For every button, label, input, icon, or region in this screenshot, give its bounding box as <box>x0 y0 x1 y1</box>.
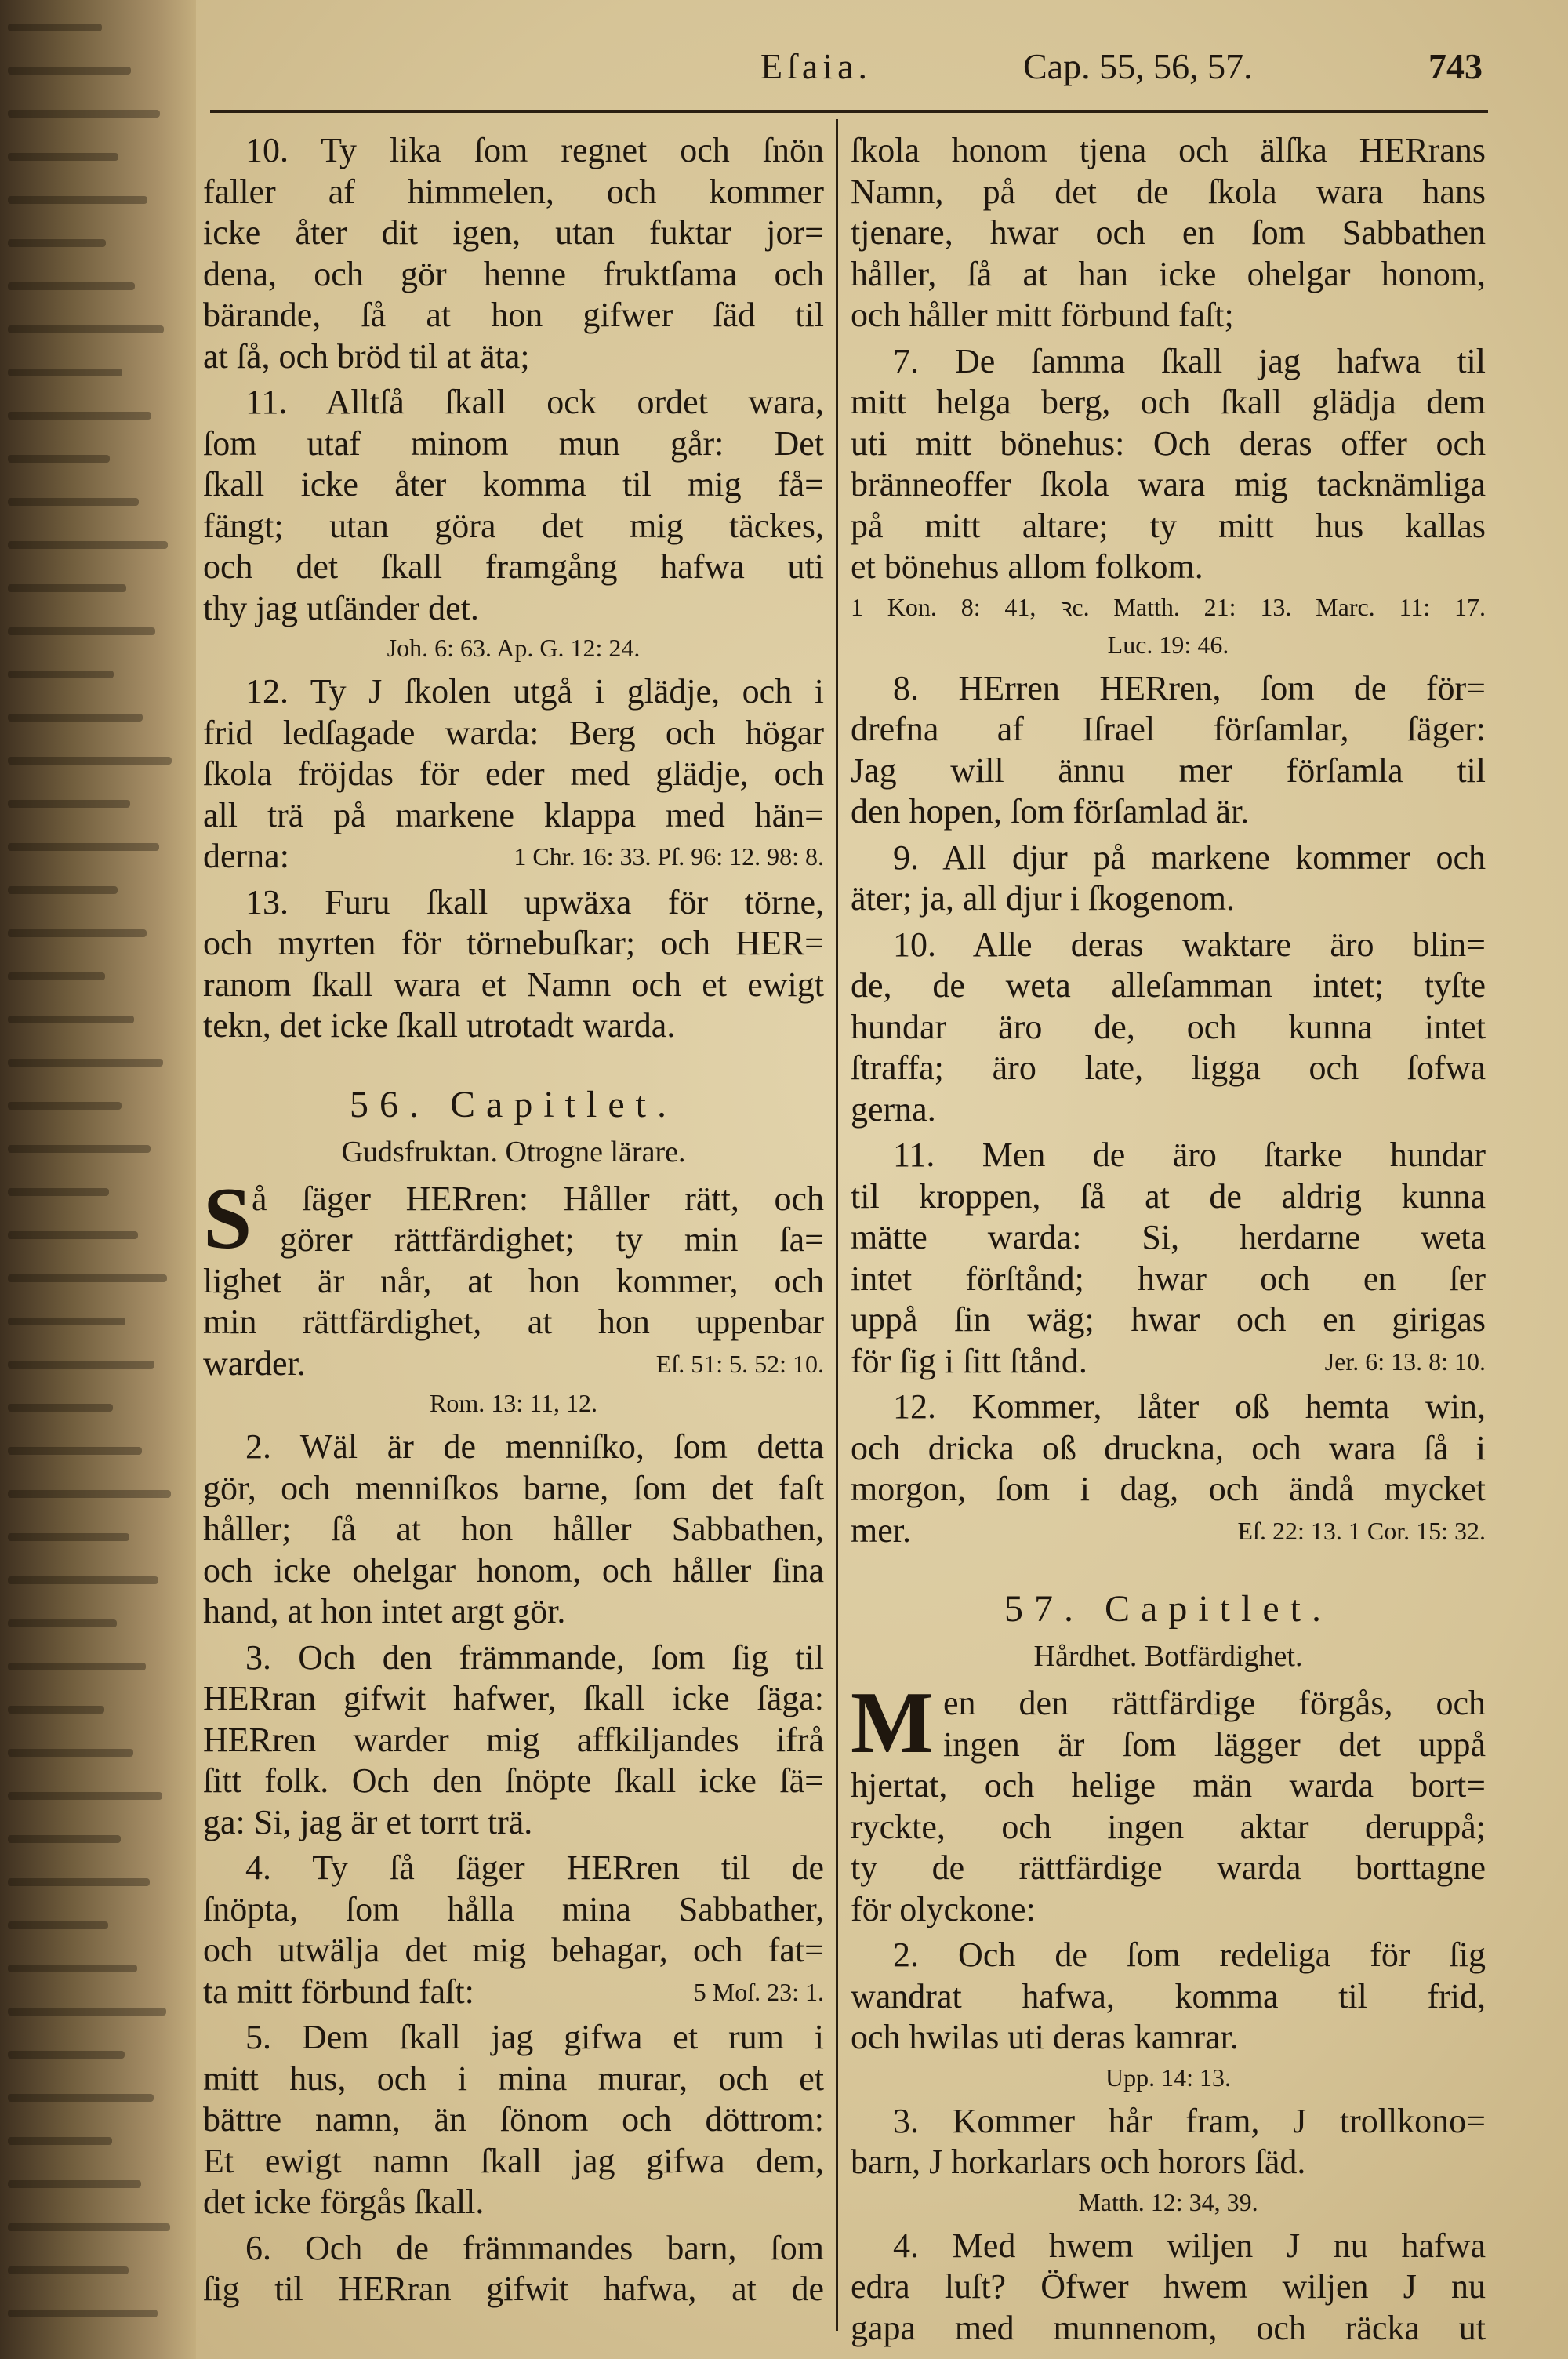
text-line: 13. Furu ſkall upwäxa för törne, <box>245 882 824 921</box>
facing-page-text-line <box>8 1706 104 1714</box>
verse <box>851 1135 1486 1382</box>
drop-cap-letter: M <box>851 1674 934 1772</box>
verse <box>851 2226 1486 2350</box>
text-line: 3. Och den främmande, ſom ſig til <box>245 1637 824 1677</box>
facing-page-text-line <box>8 1231 138 1239</box>
text-line: ſkola fröjdas för eder med glädje, och <box>203 754 824 793</box>
cross-reference: Eſ. 22: 13. 1 Cor. 15: 32. <box>1237 1516 1486 1545</box>
line-text: ta mitt förbund faſt: <box>203 1972 474 2011</box>
text-line: ſnöpta, ſom hålla mina Sabbather, <box>203 1889 824 1928</box>
text-line: och myrten för törnebuſkar; och HER= <box>203 924 824 962</box>
text-line: görer rättfärdighet; ty min ſa= <box>280 1220 824 1259</box>
facing-page-text-line <box>8 1921 108 1929</box>
text-line: 12. Kommer, låter oß hemta win, <box>893 1387 1486 1426</box>
text-line: thy jag utſänder det. <box>203 588 479 627</box>
verse <box>851 130 1486 336</box>
facing-page-text-line <box>8 1533 129 1541</box>
drop-cap-letter: S <box>203 1169 252 1267</box>
facing-page-text-line <box>8 455 110 463</box>
facing-page-text-line <box>8 584 126 592</box>
text-line: HERren warder mig affkiljandes ifrå <box>203 1720 824 1759</box>
verse <box>203 130 824 377</box>
facing-page-text-line <box>8 972 105 980</box>
verse <box>851 2101 1486 2183</box>
text-line: hjertat, och helige män warda bort= <box>851 1766 1486 1805</box>
facing-page-text-line <box>8 282 135 290</box>
text-line: håller, ſå at han icke ohelgar honom, <box>851 254 1486 293</box>
text-line: 2. Wäl är de menniſko, ſom detta <box>245 1427 824 1466</box>
verse <box>203 882 824 1047</box>
chapter-range: Cap. 55, 56, 57. <box>1023 46 1253 86</box>
verse <box>203 671 824 878</box>
facing-page-text-line <box>8 1318 125 1325</box>
cross-reference: 1 Kon. 8: 41, ꝛc. Matth. 21: 13. Marc. 11: 17. <box>851 592 1486 621</box>
facing-page-text-line <box>8 2137 112 2145</box>
text-line: til kroppen, ſå at de aldrig kunna <box>851 1176 1486 1216</box>
facing-page-text-line <box>8 67 131 75</box>
text-line: en den rättfärdige förgås, och <box>943 1684 1486 1722</box>
text-line: frid ledſagade warda: Berg och högar <box>203 713 824 752</box>
cross-reference: 5 Moſ. 23: 1. <box>693 1977 824 2006</box>
line-text: derna: <box>203 837 289 875</box>
text-line: HERran gifwit hafwer, ſkall icke ſäga: <box>203 1679 824 1717</box>
text-line: den hopen, ſom förſamlad är. <box>851 792 1250 831</box>
text-line: 12. Ty J ſkolen utgå i glädje, och i <box>245 672 824 711</box>
cross-reference: Upp. 14: 13. <box>1105 2063 1231 2092</box>
facing-page-text-line <box>8 1663 146 1670</box>
line-text: för ſig i ſitt ſtånd. <box>851 1341 1087 1380</box>
text-line: på mitt altare; ty mitt hus kallas <box>851 506 1486 545</box>
facing-page-text-line <box>8 1361 154 1369</box>
chapter-heading: 56. Capitlet. <box>350 1083 677 1125</box>
cross-reference: Rom. 13: 11, 12. <box>430 1389 597 1417</box>
text-line: 10. Ty lika ſom regnet och ſnön <box>245 131 824 169</box>
verse <box>203 2017 824 2223</box>
verse <box>851 341 1486 588</box>
facing-page-text-line <box>8 1102 122 1110</box>
text-line: Et ewigt namn ſkall jag gifwa dem, <box>203 2141 824 2180</box>
facing-page-edge <box>0 0 196 2359</box>
verse <box>203 1848 824 2012</box>
cross-reference: 1 Chr. 16: 33. Pſ. 96: 12. 98: 8. <box>514 842 824 871</box>
facing-page-text-line <box>8 1490 171 1498</box>
text-line: ſom utaf minom mun går: Det <box>203 423 824 463</box>
text-line: lighet är når, at hon kommer, och <box>203 1261 824 1300</box>
facing-page-text-line <box>8 369 122 376</box>
text-line: ſtraffa; äro late, ligga och ſofwa <box>851 1049 1486 1087</box>
text-line: Jag will ännu mer förſamla til <box>851 751 1486 790</box>
line-text: mer. <box>851 1510 911 1550</box>
cross-reference: Joh. 6: 63. Ap. G. 12: 24. <box>387 634 641 662</box>
text-line: uppå ſin wäg; hwar och en girigas <box>851 1300 1486 1339</box>
text-line: 3. Kommer hår fram, J trollkono= <box>893 2101 1486 2140</box>
verse <box>203 1427 824 1633</box>
facing-page-text-line <box>8 153 118 161</box>
text-line <box>851 1341 1486 1383</box>
text-line: 7. De ſamma ſkall jag hafwa til <box>893 341 1486 380</box>
text-line: 4. Med hwem wiljen J nu hafwa <box>893 2226 1486 2265</box>
text-line: ſig til HERran gifwit hafwa, at de <box>203 2270 824 2308</box>
facing-page-text-line <box>8 2051 125 2059</box>
text-line: 8. HErren HERren, ſom de för= <box>893 668 1486 707</box>
text-line: gerna. <box>851 1089 936 1129</box>
cross-reference: Jer. 6: 13. 8: 10. <box>1324 1347 1486 1376</box>
text-line: drefna af Iſrael förſamlar, ſäger: <box>851 710 1486 748</box>
text-line: ryckte, och ingen aktar deruppå; <box>851 1807 1486 1846</box>
text-line: de, de weta alleſamman intet; tyſte <box>851 966 1486 1005</box>
text-line: gapa med munnenom, och räcka ut <box>851 2308 1486 2347</box>
text-line: bättre namn, än ſönom och döttrom: <box>203 2100 824 2139</box>
text-line: min rättfärdighet, at hon uppenbar <box>203 1303 824 1341</box>
facing-page-text-line <box>8 1835 121 1843</box>
facing-page-text-line <box>8 239 106 247</box>
facing-page-text-line <box>8 498 139 506</box>
facing-page-text-line <box>8 800 130 808</box>
text-line: all trä på markene klappa med hän= <box>203 795 824 834</box>
text-line <box>851 1510 1486 1552</box>
text-line: barn, J horkarlars och horors ſäd. <box>851 2143 1306 2181</box>
text-line: uti mitt bönehus: Och deras offer och <box>851 423 1486 463</box>
facing-page-text-line <box>8 1059 163 1067</box>
facing-page-text-line <box>8 757 172 765</box>
text-line: icke åter dit igen, utan fuktar jor= <box>203 213 824 252</box>
text-line: 11. Men de äro ſtarke hundar <box>893 1136 1486 1174</box>
text-line: mitt hus, och i mina murar, och et <box>203 2059 824 2098</box>
facing-page-text-line <box>8 714 143 722</box>
facing-page-text-line <box>8 2008 166 2016</box>
text-line: ingen är ſom lägger det uppå <box>943 1725 1486 1764</box>
facing-page-text-line <box>8 1619 117 1627</box>
text-line: och hwilas uti deras kamrar. <box>851 2018 1239 2056</box>
cross-reference: Eſ. 51: 5. 52: 10. <box>655 1349 824 1378</box>
text-line: Namn, på det de ſkola wara hans <box>851 172 1486 211</box>
text-line: ranom ſkall wara et Namn och et ewigt <box>203 965 824 1004</box>
drop-cap-paragraph <box>203 1169 824 1385</box>
verse <box>203 382 824 629</box>
facing-page-text-line <box>8 929 147 937</box>
text-line: et bönehus allom folkom. <box>851 547 1203 586</box>
cross-reference: Matth. 12: 34, 39. <box>1078 2187 1258 2216</box>
facing-page-text-line <box>8 412 151 420</box>
text-line: at ſå, och bröd til at äta; <box>203 336 530 376</box>
text-line: äter; ja, all djur i ſkogenom. <box>851 879 1235 918</box>
text-line: mitt helga berg, och ſkall glädja dem <box>851 383 1486 421</box>
text-line: gör, och menniſkos barne, ſom det faſt <box>203 1468 824 1507</box>
facing-page-text-line <box>8 2266 129 2274</box>
text-line: och det ſkall framgång hafwa uti <box>203 547 824 586</box>
column-divider <box>836 119 838 2331</box>
verse <box>851 838 1486 920</box>
text-line: 2. Och de ſom redeliga för ſig <box>893 1936 1486 1974</box>
text-line: 5. Dem ſkall jag gifwa et rum i <box>245 2018 824 2056</box>
text-line: tekn, det icke ſkall utrotadt warda. <box>203 1006 676 1045</box>
text-line: wandrat hafwa, komma til frid, <box>851 1976 1486 2016</box>
text-line: det icke förgås ſkall. <box>203 2183 485 2221</box>
facing-page-text-line <box>8 2094 154 2102</box>
text-line: och utwälja det mig behagar, och fat= <box>203 1931 824 1969</box>
facing-page-text-line <box>8 1145 151 1153</box>
chapter-summary: Gudsfruktan. Otrogne lärare. <box>341 1135 686 1169</box>
text-line: ſkola honom tjena och älſka HERrans <box>851 131 1486 169</box>
header-rule <box>210 110 1488 113</box>
page-number: 743 <box>1428 46 1483 86</box>
facing-page-text-line <box>8 1188 109 1196</box>
line-text: warder. <box>203 1343 306 1383</box>
text-line: för olyckone: <box>851 1889 1036 1928</box>
facing-page-text-line <box>8 24 102 31</box>
chapter-summary: Hårdhet. Botfärdighet. <box>1033 1640 1303 1673</box>
facing-page-text-line <box>8 2310 158 2317</box>
verse <box>203 1637 824 1844</box>
text-line: morgon, ſom i dag, och ändå mycket <box>851 1470 1486 1508</box>
cross-reference: Luc. 19: 46. <box>1107 630 1229 659</box>
text-line: fängt; utan göra det mig täckes, <box>203 506 824 545</box>
text-line: 11. Alltſå ſkall ock ordet wara, <box>245 383 824 421</box>
text-line: ga: Si, jag är et torrt trä. <box>203 1802 533 1841</box>
text-line: och dricka oß druckna, och wara ſå i <box>851 1428 1486 1467</box>
chapter-heading: 57. Capitlet. <box>1004 1588 1332 1630</box>
facing-page-text-line <box>8 1792 162 1800</box>
verse <box>851 1935 1486 2059</box>
book-title: Eſaia. <box>760 46 872 86</box>
facing-page-text-line <box>8 1447 142 1455</box>
running-header <box>210 45 1488 93</box>
verse <box>203 2228 824 2310</box>
facing-page-text-line <box>8 886 118 894</box>
text-line: ſitt folk. Och den ſnöpte ſkall icke ſä= <box>203 1761 824 1800</box>
text-line: ſkall icke åter komma til mig få= <box>203 465 824 503</box>
left-column <box>203 125 824 2310</box>
text-line: tjenare, hwar och en ſom Sabbathen <box>851 213 1486 252</box>
facing-page-text-line <box>8 627 155 635</box>
text-line: mätte warda: Si, herdarne weta <box>851 1218 1486 1256</box>
text-line: 4. Ty ſå ſäger HERren til de <box>245 1848 824 1887</box>
text-line <box>203 1972 824 2013</box>
facing-page-text-line <box>8 1016 134 1023</box>
verse <box>851 668 1486 833</box>
text-line: och icke ohelgar honom, och håller ſina <box>203 1550 824 1590</box>
facing-page-text-line <box>8 2223 170 2231</box>
verse <box>851 1387 1486 1551</box>
facing-page-text-line <box>8 1576 158 1584</box>
text-line: hundar äro de, och kunna intet <box>851 1007 1486 1046</box>
facing-page-text-line <box>8 1878 150 1886</box>
text-line: ty de rättfärdige warda borttagne <box>851 1848 1486 1887</box>
text-line: dena, och gör henne fruktſama och <box>203 254 824 293</box>
text-line: och håller mitt förbund faſt; <box>851 296 1234 334</box>
facing-page-text-line <box>8 671 114 678</box>
right-column <box>851 125 1486 2349</box>
text-line: bärande, ſå at hon gifwer ſäd til <box>203 296 824 334</box>
verse <box>851 925 1486 1131</box>
facing-page-text-line <box>8 325 164 333</box>
facing-page-text-line <box>8 196 147 204</box>
text-line: intet förſtånd; hwar och en ſer <box>851 1259 1486 1298</box>
facing-page-text-line <box>8 1749 133 1757</box>
facing-page-text-line <box>8 1274 167 1282</box>
text-line: håller; ſå at hon håller Sabbathen, <box>203 1510 824 1548</box>
text-line: edra luſt? Öfwer hwem wiljen J nu <box>851 2267 1486 2306</box>
text-line <box>203 836 824 878</box>
text-line: å ſäger HERren: Håller rätt, och <box>252 1179 824 1218</box>
text-line: 6. Och de främmandes barn, ſom <box>245 2228 824 2267</box>
drop-cap-paragraph <box>851 1674 1486 1930</box>
facing-page-text-line <box>8 541 168 549</box>
text-line: 10. Alle deras waktare äro blin= <box>893 925 1486 964</box>
facing-page-text-line <box>8 110 160 118</box>
text-line: bränneoffer ſkola wara mig tacknämliga <box>851 465 1486 503</box>
text-line: 9. All djur på markene kommer och <box>893 838 1486 877</box>
facing-page-text-line <box>8 2180 141 2188</box>
text-line: hand, at hon intet argt gör. <box>203 1592 566 1630</box>
facing-page-text-line <box>8 843 159 851</box>
facing-page-text-line <box>8 1965 137 1972</box>
text-line <box>203 1343 824 1385</box>
facing-page-text-line <box>8 1404 113 1412</box>
text-line: faller af himmelen, och kommer <box>203 172 824 211</box>
